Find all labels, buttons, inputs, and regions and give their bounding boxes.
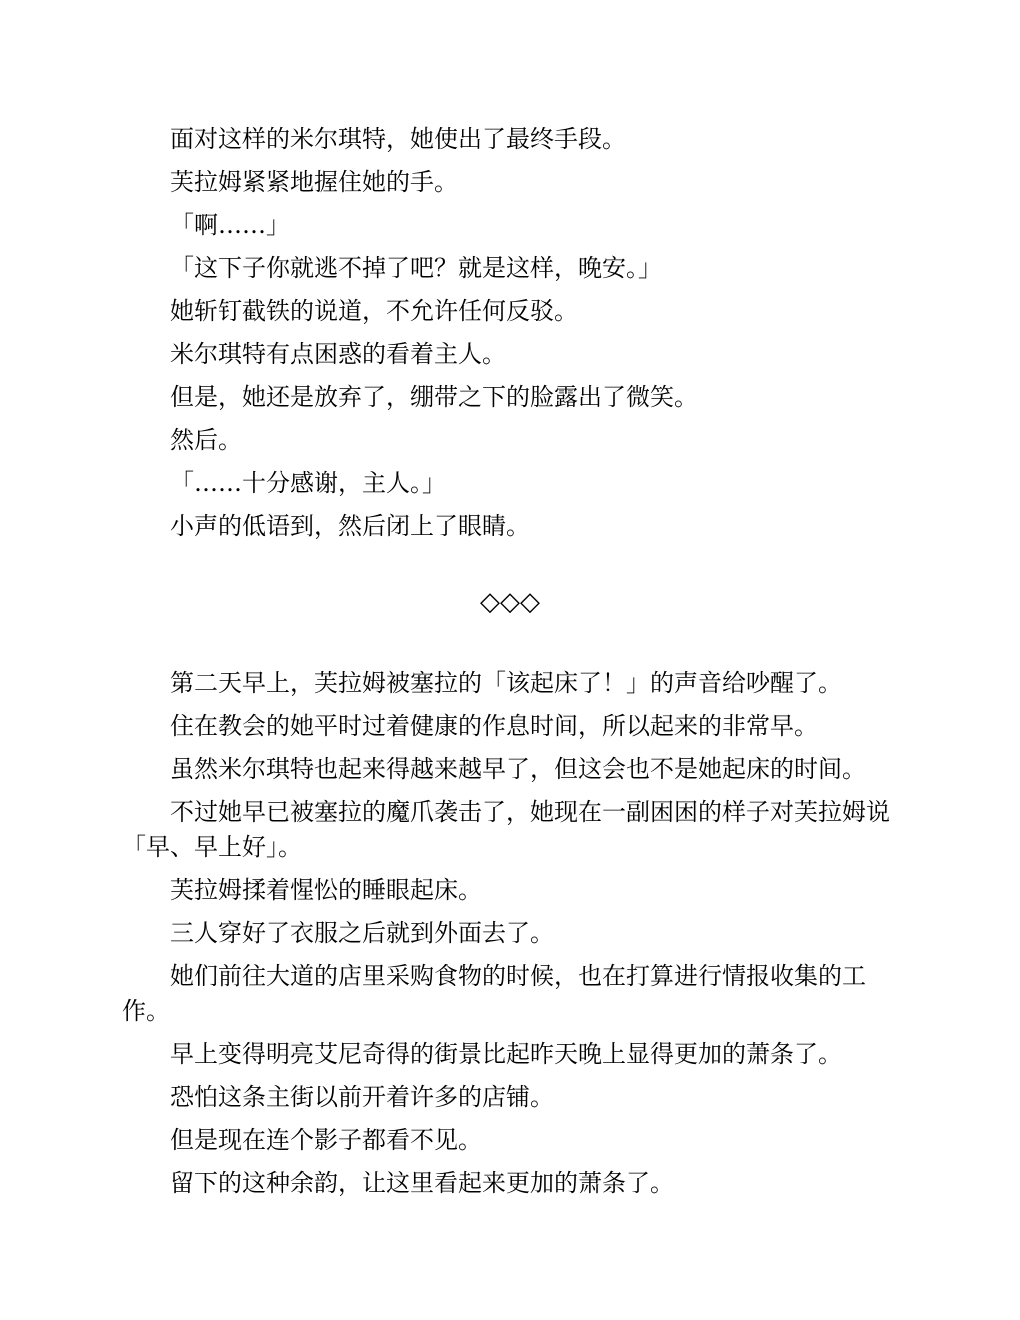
text-section-2 (122, 662, 902, 1205)
paragraph: 米尔琪特有点困惑的看着主人。 (170, 340, 506, 368)
paragraph: 虽然米尔琪特也起来得越来越早了，但这会也不是她起床的时间。 (170, 755, 866, 783)
paragraph: 住在教会的她平时过着健康的作息时间，所以起来的非常早。 (170, 712, 818, 740)
scene-break-separator: ◇◇◇ (480, 587, 540, 617)
text-section-1 (122, 118, 902, 548)
paragraph: 第二天早上，芙拉姆被塞拉的「该起床了！」的声音给吵醒了。 (170, 669, 842, 697)
paragraph: 小声的低语到，然后闭上了眼睛。 (170, 512, 530, 540)
paragraph: 她斩钉截铁的说道，不允许任何反驳。 (170, 297, 578, 325)
paragraph: 芙拉姆紧紧地握住她的手。 (170, 168, 458, 196)
paragraph: 「……十分感谢，主人。」 (170, 469, 446, 497)
paragraph: 「这下子你就逃不掉了吧？就是这样，晚安。」 (170, 254, 662, 282)
paragraph: 不过她早已被塞拉的魔爪袭击了，她现在一副困困的样子对芙拉姆说「早、早上好」。 (122, 798, 890, 861)
paragraph: 「啊……」 (170, 211, 290, 239)
paragraph: 面对这样的米尔琪特，她使出了最终手段。 (170, 125, 626, 153)
paragraph: 但是现在连个影子都看不见。 (170, 1126, 482, 1154)
paragraph: 芙拉姆揉着惺忪的睡眼起床。 (170, 876, 482, 904)
paragraph: 但是，她还是放弃了，绷带之下的脸露出了微笑。 (170, 383, 698, 411)
paragraph: 恐怕这条主街以前开着许多的店铺。 (170, 1083, 554, 1111)
paragraph: 然后。 (170, 426, 242, 454)
paragraph: 早上变得明亮艾尼奇得的街景比起昨天晚上显得更加的萧条了。 (170, 1040, 842, 1068)
paragraph: 三人穿好了衣服之后就到外面去了。 (170, 919, 554, 947)
paragraph: 留下的这种余韵，让这里看起来更加的萧条了。 (170, 1169, 674, 1197)
paragraph: 她们前往大道的店里采购食物的时候，也在打算进行情报收集的工作。 (122, 962, 866, 1025)
